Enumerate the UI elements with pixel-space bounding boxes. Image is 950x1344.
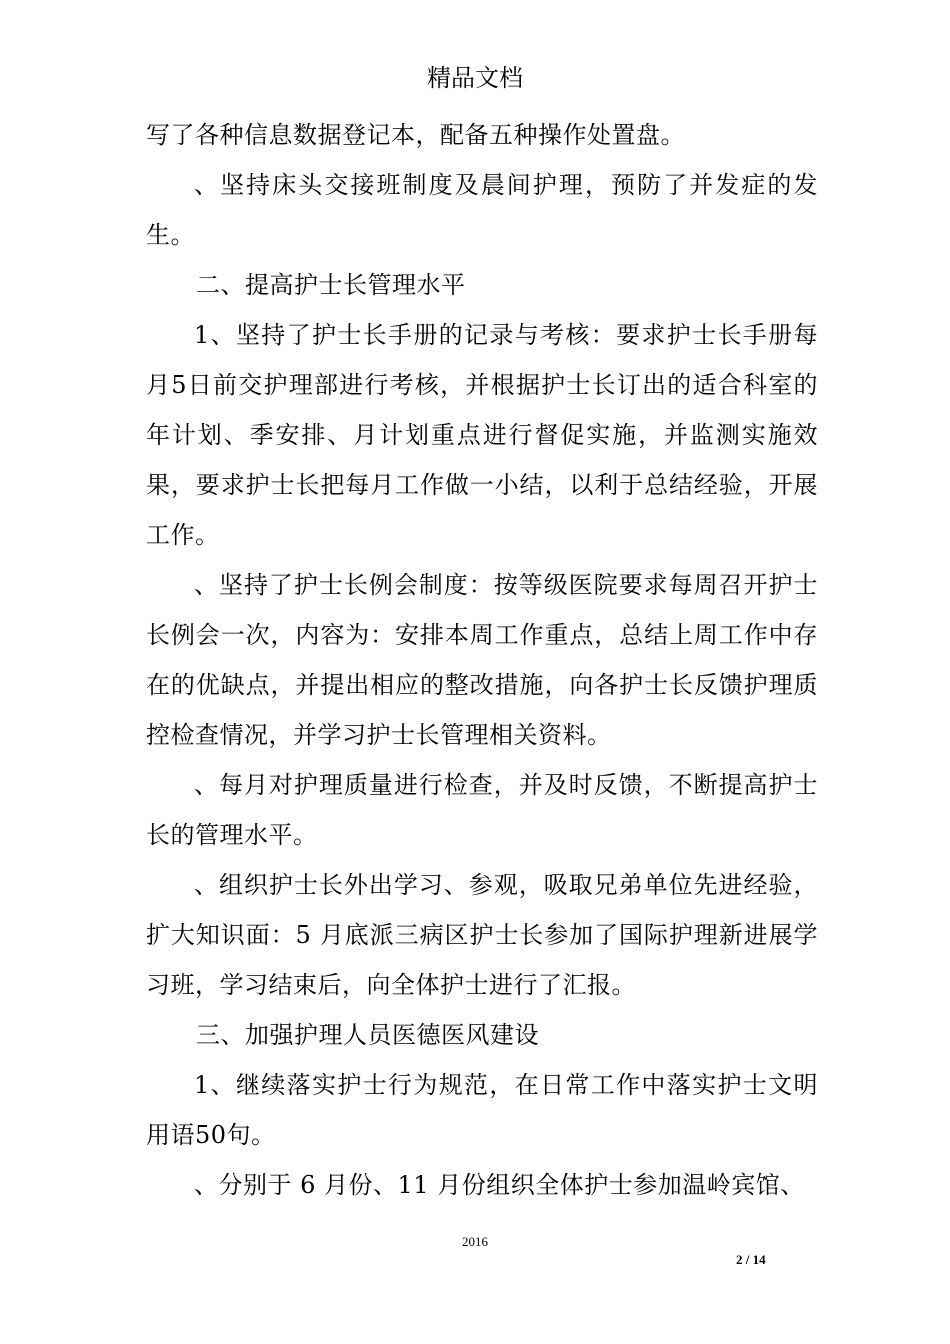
paragraph-9: 1、继续落实护士行为规范，在日常工作中落实护士文明用语50句。 [146, 1071, 818, 1149]
document-body [146, 110, 818, 1210]
paragraph-5: 、坚持了护士长例会制度：按等级医院要求每周召开护士长例会一次，内容为：安排本周工作重点，总结上周工作中存在的优缺点，并提出相应的整改措施，向各护士长反馈护理质控检查情况，并学习护士长管理相关资料。 [146, 571, 818, 749]
paragraph-2: 、坚持床头交接班制度及晨间护理，预防了并发症的发生。 [146, 171, 818, 249]
paragraph-6: 、每月对护理质量进行检查，并及时反馈，不断提高护士长的管理水平。 [146, 771, 818, 849]
document-header-title: 精品文档 [427, 64, 523, 92]
paragraph-1: 写了各种信息数据登记本，配备五种操作处置盘。 [146, 121, 685, 149]
section-heading-3: 三、加强护理人员医德医风建设 [196, 1021, 539, 1049]
paragraph-10: 、分别于 6 月份、11 月份组织全体护士参加温岭宾馆、 [194, 1171, 805, 1199]
footer-year: 2016 [462, 1234, 488, 1249]
paragraph-7: 、组织护士长外出学习、参观，吸取兄弟单位先进经验，扩大知识面：5 月底派三病区护士长参加了国际护理新进展学习班，学习结束后，向全体护士进行了汇报。 [146, 871, 818, 999]
paragraph-4: 1、坚持了护士长手册的记录与考核：要求护士长手册每月5日前交护理部进行考核，并根据护士长订出的适合科室的年计划、季安排、月计划重点进行督促实施，并监测实施效果，要求护士长把每月工作做一小结，以利于总结经验，开展工作。 [146, 321, 818, 549]
section-heading-2: 二、提高护士长管理水平 [196, 271, 466, 299]
page-number: 2 / 14 [736, 1252, 766, 1267]
